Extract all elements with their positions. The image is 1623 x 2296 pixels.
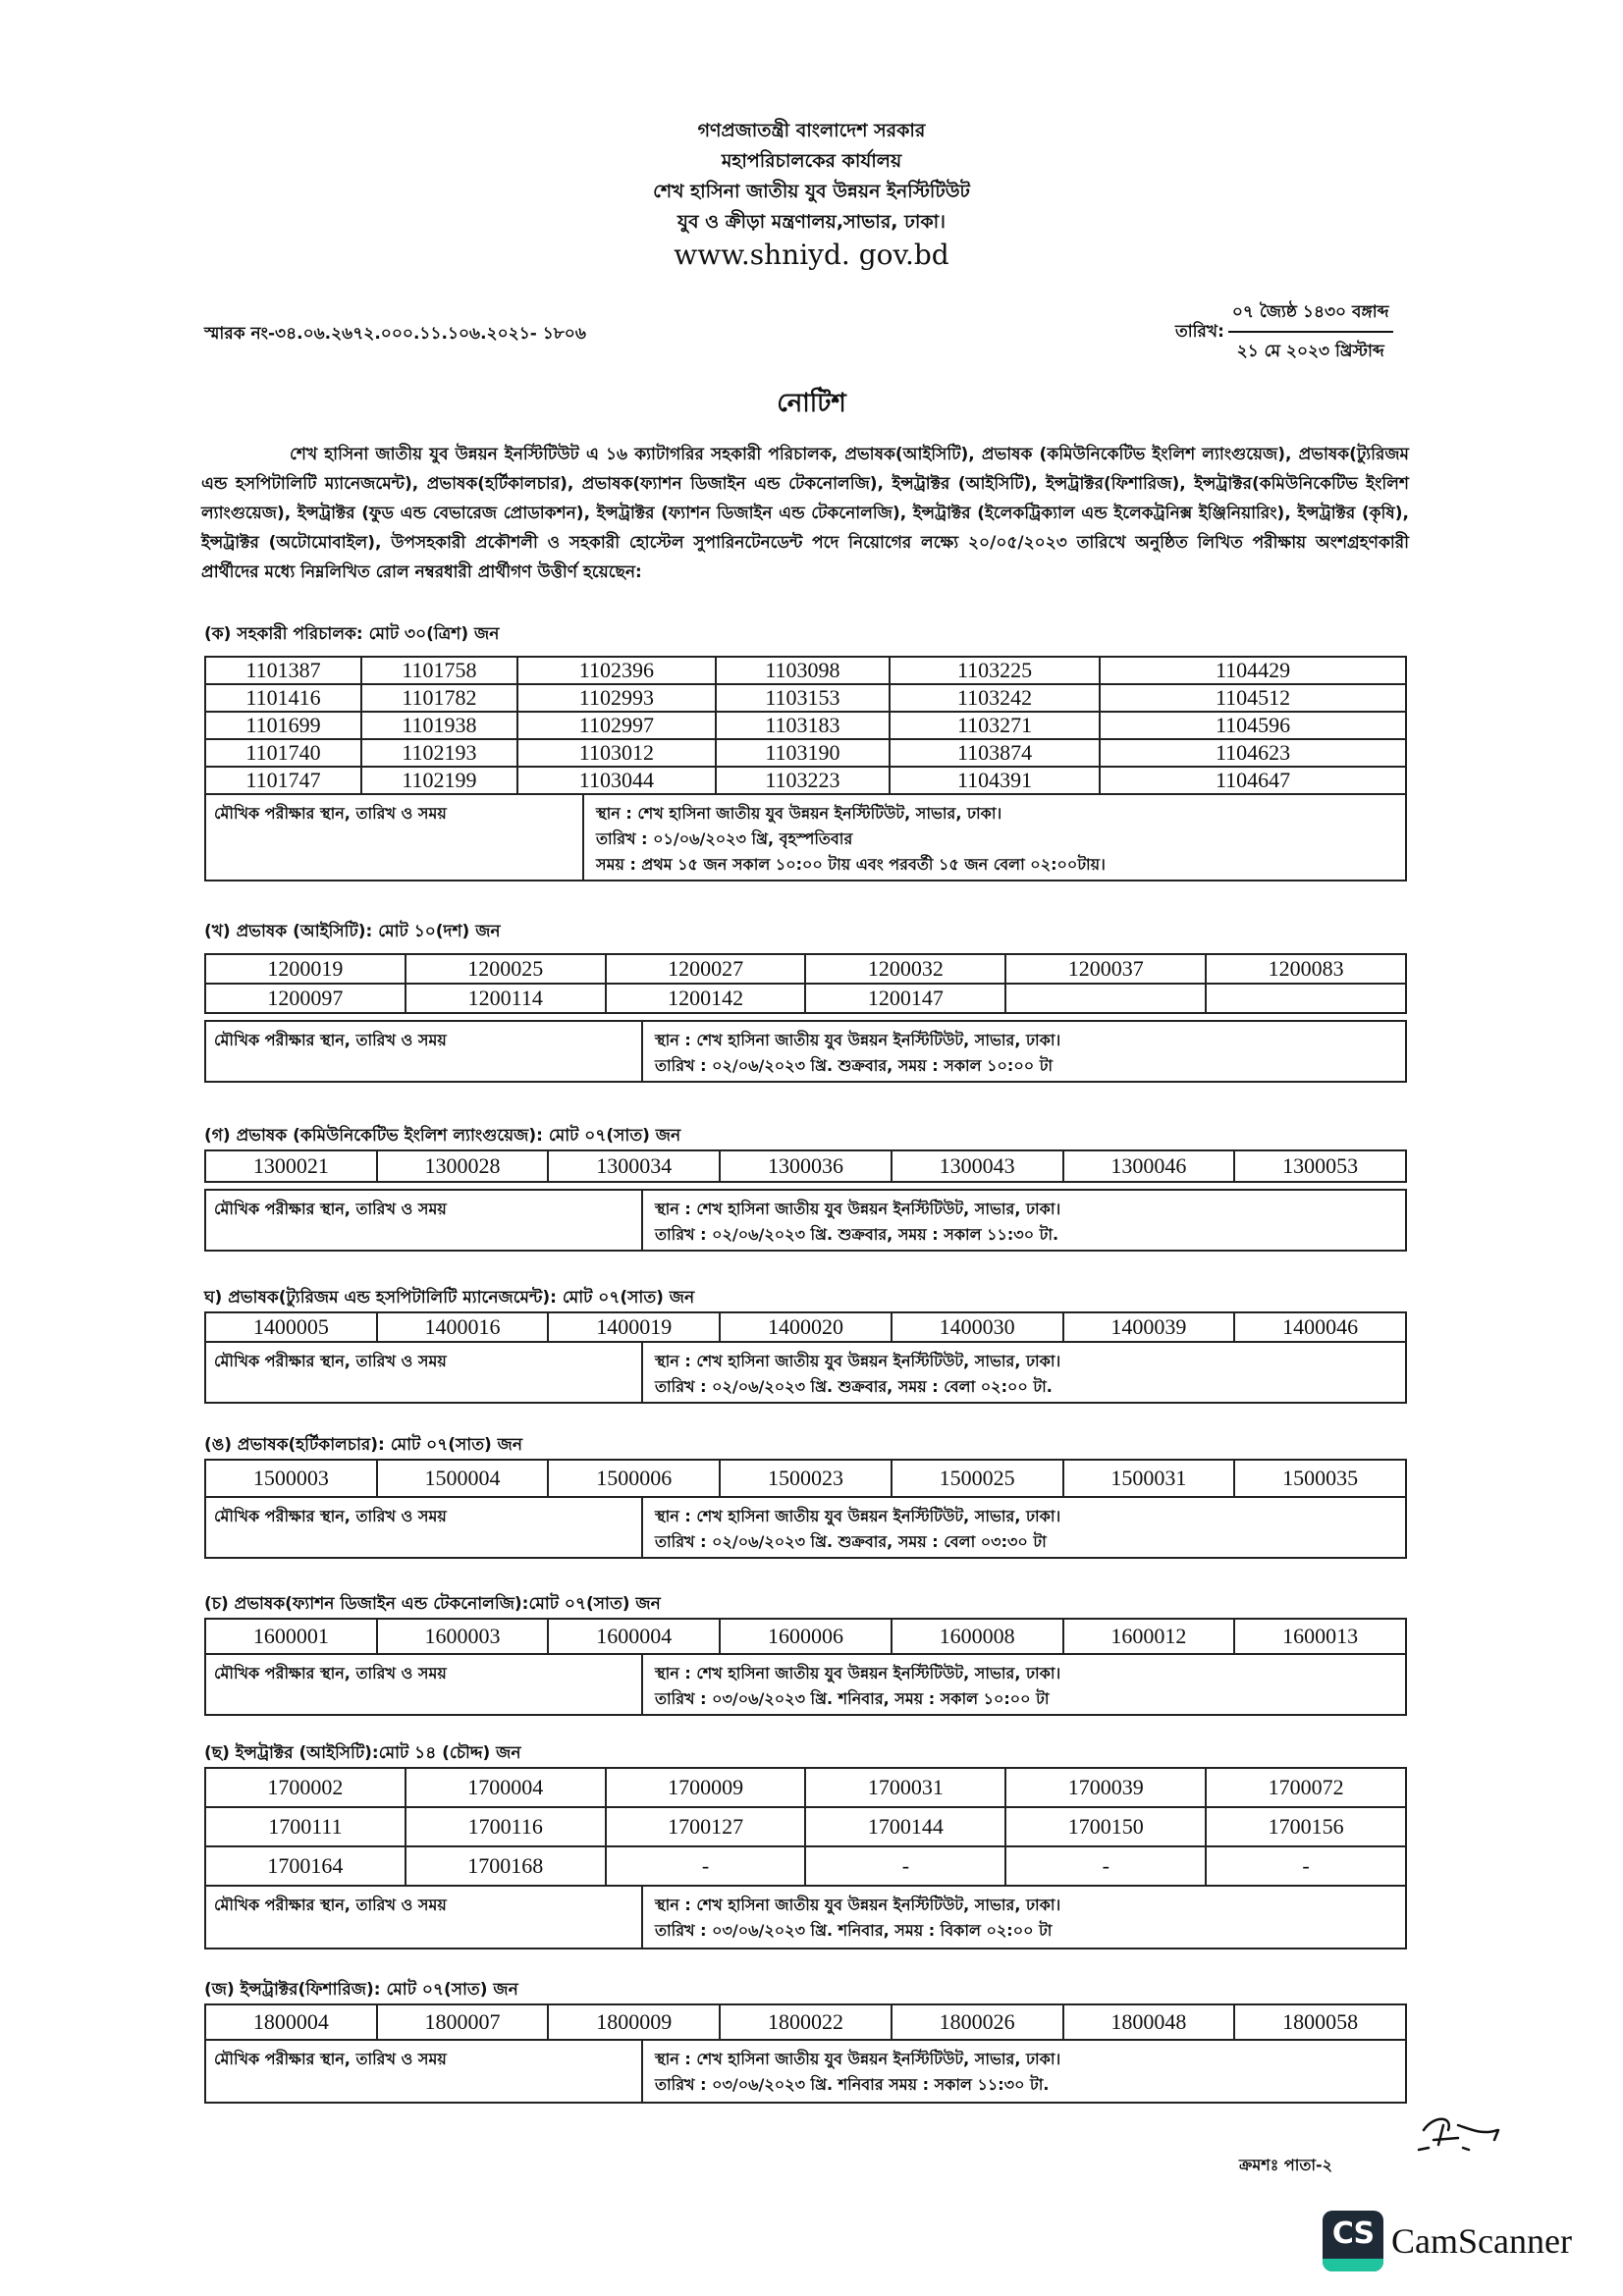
- ministry-address: যুব ও ক্রীড়া মন্ত্রণালয়,সাভার, ঢাকা।: [677, 211, 946, 233]
- table-row: [205, 684, 1406, 712]
- roll-cell: 1700111: [205, 1807, 406, 1846]
- gov-name: গণপ্রজাতন্ত্রী বাংলাদেশ সরকার: [697, 120, 926, 141]
- viva-venue: স্থান : শেখ হাসিনা জাতীয় যুব উন্নয়ন ইনস্টিটিউট, সাভার, ঢাকা।: [655, 2050, 1061, 2068]
- roll-cell: 1700031: [805, 1768, 1005, 1807]
- roll-cell: 1104391: [890, 767, 1100, 794]
- table-row: [205, 1460, 1406, 1497]
- roll-cell: 1200025: [406, 954, 606, 984]
- viva-date: তারিখ : ০২/০৬/২০২৩ খ্রি. শুক্রবার, সময় : বেলা ০৩:৩০ টা: [655, 1532, 1047, 1551]
- viva-details: [643, 1498, 1405, 1557]
- roll-cell: 1300046: [1063, 1150, 1235, 1182]
- roll-cell: 1500025: [892, 1460, 1063, 1497]
- roll-cell: 1800058: [1234, 2004, 1406, 2040]
- section-lecturer-tourism: [204, 1284, 1407, 1404]
- table-row: [205, 657, 1406, 684]
- roll-cell: 1102997: [517, 712, 716, 739]
- viva-label: মৌখিক পরীক্ষার স্থান, তারিখ ও সময়: [206, 1655, 643, 1714]
- viva-info: [204, 2041, 1407, 2104]
- roll-cell: 1300036: [720, 1150, 892, 1182]
- roll-cell: 1500003: [205, 1460, 377, 1497]
- table-row: [205, 767, 1406, 794]
- roll-cell: 1103874: [890, 739, 1100, 767]
- roll-cell: 1800048: [1063, 2004, 1235, 2040]
- roll-cell: 1700150: [1005, 1807, 1206, 1846]
- section-lecturer-horticulture: [204, 1431, 1407, 1559]
- viva-info: [204, 1498, 1407, 1559]
- viva-info: [204, 1887, 1407, 1949]
- roll-cell: 1200097: [205, 984, 406, 1013]
- roll-cell: 1200019: [205, 954, 406, 984]
- roll-cell: 1700009: [606, 1768, 806, 1807]
- roll-cell: 1103183: [716, 712, 890, 739]
- roll-cell: 1101747: [205, 767, 361, 794]
- roll-table: [204, 953, 1407, 1014]
- viva-details: [643, 2041, 1405, 2102]
- table-row: [205, 1768, 1406, 1807]
- table-row: [205, 1312, 1406, 1342]
- viva-info: [204, 1189, 1407, 1252]
- roll-cell: 1101416: [205, 684, 361, 712]
- viva-details: [643, 1655, 1405, 1714]
- viva-label: মৌখিক পরীক্ষার স্থান, তারিখ ও সময়: [206, 1498, 643, 1557]
- roll-cell: 1400030: [892, 1312, 1063, 1342]
- date-bangla: ০৭ জ্যৈষ্ঠ ১৪৩০ বঙ্গাব্দ: [1228, 299, 1393, 333]
- roll-cell: 1103190: [716, 739, 890, 767]
- roll-cell: 1104512: [1100, 684, 1406, 712]
- viva-time: সময় : প্রথম ১৫ জন সকাল ১০:০০ টায় এবং পরবর্তী ১৫ জন বেলা ০২:০০টায়।: [596, 855, 1106, 874]
- viva-info: [204, 1655, 1407, 1716]
- roll-cell: 1500004: [377, 1460, 549, 1497]
- section-lecturer-english: [204, 1122, 1407, 1252]
- office-name: মহাপরিচালকের কার্যালয়: [721, 150, 902, 172]
- roll-cell: 1400046: [1234, 1312, 1406, 1342]
- viva-venue: স্থান : শেখ হাসিনা জাতীয় যুব উন্নয়ন ইনস্টিটিউট, সাভার, ঢাকা।: [655, 1507, 1061, 1525]
- section-title: (খ) প্রভাষক (আইসিটি): মোট ১০(দশ) জন: [204, 922, 501, 941]
- institute-name: শেখ হাসিনা জাতীয় যুব উন্নয়ন ইনস্টিটিউট: [653, 181, 970, 202]
- roll-cell: 1101699: [205, 712, 361, 739]
- roll-table: [204, 1311, 1407, 1343]
- roll-cell: 1103225: [890, 657, 1100, 684]
- roll-cell: 1300021: [205, 1150, 377, 1182]
- roll-cell: -: [1005, 1846, 1206, 1886]
- letterhead: [0, 116, 1623, 273]
- roll-cell: 1300043: [892, 1150, 1063, 1182]
- roll-cell: 1103271: [890, 712, 1100, 739]
- roll-cell: 1104647: [1100, 767, 1406, 794]
- roll-cell: 1101387: [205, 657, 361, 684]
- roll-cell: 1700072: [1206, 1768, 1406, 1807]
- viva-date: তারিখ : ০৩/০৬/২০২৩ খ্রি. শনিবার, সময় : সকাল ১০:০০ টা: [655, 1689, 1050, 1708]
- roll-cell: 1102993: [517, 684, 716, 712]
- roll-table: [204, 1618, 1407, 1655]
- roll-cell: 1700144: [805, 1807, 1005, 1846]
- viva-date: তারিখ : ০২/০৬/২০২৩ খ্রি. শুক্রবার, সময় : বেলা ০২:০০ টা.: [655, 1377, 1053, 1396]
- roll-cell: 1300034: [548, 1150, 720, 1182]
- roll-table: [204, 1459, 1407, 1498]
- roll-cell: [1206, 984, 1406, 1013]
- roll-cell: 1300028: [377, 1150, 549, 1182]
- roll-cell: 1102396: [517, 657, 716, 684]
- roll-cell: 1500023: [720, 1460, 892, 1497]
- viva-details: [643, 1343, 1405, 1402]
- roll-cell: 1700002: [205, 1768, 406, 1807]
- table-row: [205, 712, 1406, 739]
- roll-cell: 1101758: [361, 657, 517, 684]
- roll-cell: 1700127: [606, 1807, 806, 1846]
- roll-cell: 1700039: [1005, 1768, 1206, 1807]
- roll-cell: 1500035: [1234, 1460, 1406, 1497]
- roll-cell: 1700168: [406, 1846, 606, 1886]
- section-title: (গ) প্রভাষক (কমিউনিকেটিভ ইংলিশ ল্যাংগুয়েজ): মোট ০৭(সাত) জন: [204, 1126, 681, 1146]
- roll-cell: 1600013: [1234, 1619, 1406, 1654]
- memo-number: স্মারক নং-৩৪.০৬.২৬৭২.০০০.১১.১০৬.২০২১- ১৮০৬: [204, 324, 586, 344]
- continued-page-note: ক্রমশঃ পাতা-২: [1239, 2156, 1333, 2174]
- date-label: তারিখ:: [1175, 322, 1224, 342]
- roll-cell: 1102193: [361, 739, 517, 767]
- section-title: (চ) প্রভাষক(ফ্যাশন ডিজাইন এন্ড টেকনোলজি):মোট ০৭(সাত) জন: [204, 1594, 661, 1614]
- roll-cell: 1103044: [517, 767, 716, 794]
- viva-details: [643, 1191, 1405, 1250]
- section-lecturer-fashion: [204, 1590, 1407, 1716]
- roll-cell: 1800009: [548, 2004, 720, 2040]
- viva-label: মৌখিক পরীক্ষার স্থান, তারিখ ও সময়: [206, 1343, 643, 1402]
- section-assistant-director: [204, 620, 1407, 881]
- section-title: (ছ) ইন্সট্রাক্টর (আইসিটি):মোট ১৪ (চৌদ্দ) জন: [204, 1743, 521, 1763]
- viva-date: তারিখ : ০২/০৬/২০২৩ খ্রি. শুক্রবার, সময় : সকাল ১১:৩০ টা.: [655, 1225, 1059, 1244]
- roll-cell: 1800007: [377, 2004, 549, 2040]
- date-block: [1175, 299, 1393, 366]
- website-url: www.shniyd. gov.bd: [674, 239, 949, 271]
- camscanner-logo-icon: CS: [1323, 2211, 1383, 2271]
- viva-date: তারিখ : ০১/০৬/২০২৩ খ্রি, বৃহস্পতিবার: [596, 829, 853, 848]
- table-row: [205, 954, 1406, 984]
- viva-venue: স্থান : শেখ হাসিনা জাতীয় যুব উন্নয়ন ইনস্টিটিউট, সাভার, ঢাকা।: [655, 1664, 1061, 1682]
- viva-info: [204, 1020, 1407, 1083]
- roll-cell: 1400016: [377, 1312, 549, 1342]
- notice-title: নোটিশ: [777, 389, 846, 418]
- roll-cell: 1103012: [517, 739, 716, 767]
- roll-cell: 1400019: [548, 1312, 720, 1342]
- date-fraction: [1228, 299, 1393, 366]
- roll-cell: 1104429: [1100, 657, 1406, 684]
- section-title: (জ) ইন্সট্রাক্টর(ফিশারিজ): মোট ০৭(সাত) জন: [204, 1980, 518, 2000]
- viva-details: [643, 1022, 1405, 1081]
- table-row: [205, 1807, 1406, 1846]
- roll-cell: 1500031: [1063, 1460, 1235, 1497]
- roll-table: [204, 656, 1407, 795]
- table-row: [205, 1619, 1406, 1654]
- section-instructor-fisheries: [204, 1976, 1407, 2104]
- notice-intro: শেখ হাসিনা জাতীয় যুব উন্নয়ন ইনস্টিটিউট এ ১৬ ক্যাটাগরির সহকারী পরিচালক, প্রভাষক(আইসিটি), প্রভাষক (কমিউনিকেটিভ ইংলিশ ল্যাংগুয়েজ), প্রভাষক(ট্যুরিজম এন্ড হসপিটালিটি ম্যানেজমেন্ট), প্রভাষক(হর্টিকালচার), প্রভাষক(ফ্যাশন ডিজাইন এন্ড টেকনোলজি), ইন্সট্রাক্টর (আইসিটি), ইন্সট্রাক্টর(ফিশারিজ), ইন্সট্রাক্টর(কমিউনিকেটিভ ইংলিশ ল্যাংগুয়েজ), ইন্সট্রাক্টর (ফুড এন্ড বেভারেজ প্রোডাকশন), ইন্সট্রাক্টর (ফ্যাশন ডিজাইন এন্ড টেকনোলজি), ইন্সট্রাক্টর (ইলেকট্রিক্যাল এন্ড ইলেকট্রনিক্স ইঞ্জিনিয়ারিং), ইন্সট্রাক্টর (কৃষি), ইন্সট্রাক্টর (অটোমোবাইল), উপসহকারী প্রকৌশলী ও সহকারী হোস্টেল সুপারিনটেনডেন্ট পদে নিয়োগের লক্ষ্যে ২০/০৫/২০২৩ তারিখে অনুষ্ঠিত লিখিত পরীক্ষায় অংশগ্রহণকারী প্রার্থীদের মধ্যে নিম্নলিখিত রোল নম্বরধারী প্রার্থীগণ উত্তীর্ণ হয়েছেন:: [201, 445, 1409, 582]
- roll-cell: -: [805, 1846, 1005, 1886]
- viva-venue: স্থান : শেখ হাসিনা জাতীয় যুব উন্নয়ন ইনস্টিটিউট, সাভার, ঢাকা।: [596, 804, 1002, 823]
- roll-cell: 1200037: [1005, 954, 1206, 984]
- roll-cell: 1200142: [606, 984, 806, 1013]
- roll-cell: 1200147: [805, 984, 1005, 1013]
- viva-label: মৌখিক পরীক্ষার স্থান, তারিখ ও সময়: [206, 2041, 643, 2102]
- camscanner-name: CamScanner: [1391, 2221, 1572, 2261]
- viva-details: [643, 1887, 1405, 1948]
- signature-icon: [1404, 2110, 1522, 2160]
- roll-cell: 1800026: [892, 2004, 1063, 2040]
- roll-cell: 1400005: [205, 1312, 377, 1342]
- roll-table: [204, 2003, 1407, 2041]
- roll-cell: 1200083: [1206, 954, 1406, 984]
- section-title: (ক) সহকারী পরিচালক: মোট ৩০(ত্রিশ) জন: [204, 624, 500, 644]
- roll-cell: 1104596: [1100, 712, 1406, 739]
- roll-cell: 1102199: [361, 767, 517, 794]
- roll-cell: 1700004: [406, 1768, 606, 1807]
- viva-info: [204, 795, 1407, 881]
- roll-cell: 1101782: [361, 684, 517, 712]
- roll-cell: 1300053: [1234, 1150, 1406, 1182]
- camscanner-watermark: [1323, 2211, 1572, 2271]
- roll-cell: 1600012: [1063, 1619, 1235, 1654]
- section-instructor-ict: [204, 1739, 1407, 1949]
- viva-venue: স্থান : শেখ হাসিনা জাতীয় যুব উন্নয়ন ইনস্টিটিউট, সাভার, ঢাকা।: [655, 1031, 1061, 1049]
- viva-date: তারিখ : ০৩/০৬/২০২৩ খ্রি. শনিবার সময় : সকাল ১১:৩০ টা.: [655, 2075, 1050, 2094]
- roll-cell: 1101938: [361, 712, 517, 739]
- roll-cell: 1800004: [205, 2004, 377, 2040]
- viva-info: [204, 1343, 1407, 1404]
- viva-venue: স্থান : শেখ হাসিনা জাতীয় যুব উন্নয়ন ইনস্টিটিউট, সাভার, ঢাকা।: [655, 1352, 1061, 1370]
- roll-cell: 1400020: [720, 1312, 892, 1342]
- viva-label: মৌখিক পরীক্ষার স্থান, তারিখ ও সময়: [206, 1887, 643, 1948]
- table-row: [205, 1846, 1406, 1886]
- roll-cell: 1600003: [377, 1619, 549, 1654]
- roll-cell: 1600006: [720, 1619, 892, 1654]
- roll-cell: 1600004: [548, 1619, 720, 1654]
- roll-cell: 1103098: [716, 657, 890, 684]
- viva-venue: স্থান : শেখ হাসিনা জাতীয় যুব উন্নয়ন ইনস্টিটিউট, সাভার, ঢাকা।: [655, 1896, 1061, 1914]
- viva-details: [584, 795, 1405, 880]
- roll-cell: 1700116: [406, 1807, 606, 1846]
- roll-cell: 1700156: [1206, 1807, 1406, 1846]
- roll-cell: [1005, 984, 1206, 1013]
- roll-cell: 1200027: [606, 954, 806, 984]
- roll-cell: 1400039: [1063, 1312, 1235, 1342]
- section-title: (ঙ) প্রভাষক(হর্টিকালচার): মোট ০৭(সাত) জন: [204, 1435, 523, 1455]
- viva-date: তারিখ : ০৩/০৬/২০২৩ খ্রি. শনিবার, সময় : বিকাল ০২:০০ টা: [655, 1921, 1053, 1940]
- roll-table: [204, 1767, 1407, 1887]
- table-row: [205, 2004, 1406, 2040]
- roll-cell: -: [1206, 1846, 1406, 1886]
- roll-cell: 1103242: [890, 684, 1100, 712]
- roll-table: [204, 1149, 1407, 1183]
- viva-label: মৌখিক পরীক্ষার স্থান, তারিখ ও সময়: [206, 1191, 643, 1250]
- viva-venue: স্থান : শেখ হাসিনা জাতীয় যুব উন্নয়ন ইনস্টিটিউট, সাভার, ঢাকা।: [655, 1200, 1061, 1218]
- roll-cell: 1700164: [205, 1846, 406, 1886]
- roll-cell: 1600008: [892, 1619, 1063, 1654]
- roll-cell: 1101740: [205, 739, 361, 767]
- roll-cell: 1800022: [720, 2004, 892, 2040]
- table-row: [205, 739, 1406, 767]
- table-row: [205, 984, 1406, 1013]
- roll-cell: 1200114: [406, 984, 606, 1013]
- viva-label: মৌখিক পরীক্ষার স্থান, তারিখ ও সময়: [206, 795, 584, 880]
- viva-label: মৌখিক পরীক্ষার স্থান, তারিখ ও সময়: [206, 1022, 643, 1081]
- roll-cell: 1600001: [205, 1619, 377, 1654]
- roll-cell: 1104623: [1100, 739, 1406, 767]
- section-lecturer-ict: [204, 918, 1407, 1083]
- roll-cell: 1103153: [716, 684, 890, 712]
- table-row: [205, 1150, 1406, 1182]
- roll-cell: 1103223: [716, 767, 890, 794]
- roll-cell: 1500006: [548, 1460, 720, 1497]
- roll-cell: 1200032: [805, 954, 1005, 984]
- viva-date: তারিখ : ০২/০৬/২০২৩ খ্রি. শুক্রবার, সময় : সকাল ১০:০০ টা: [655, 1056, 1054, 1075]
- date-gregorian: ২১ মে ২০২৩ খ্রিস্টাব্দ: [1236, 342, 1384, 361]
- roll-cell: -: [606, 1846, 806, 1886]
- section-title: ঘ) প্রভাষক(ট্যুরিজম এন্ড হসপিটালিটি ম্যানেজমেন্ট): মোট ০৭(সাত) জন: [204, 1288, 695, 1308]
